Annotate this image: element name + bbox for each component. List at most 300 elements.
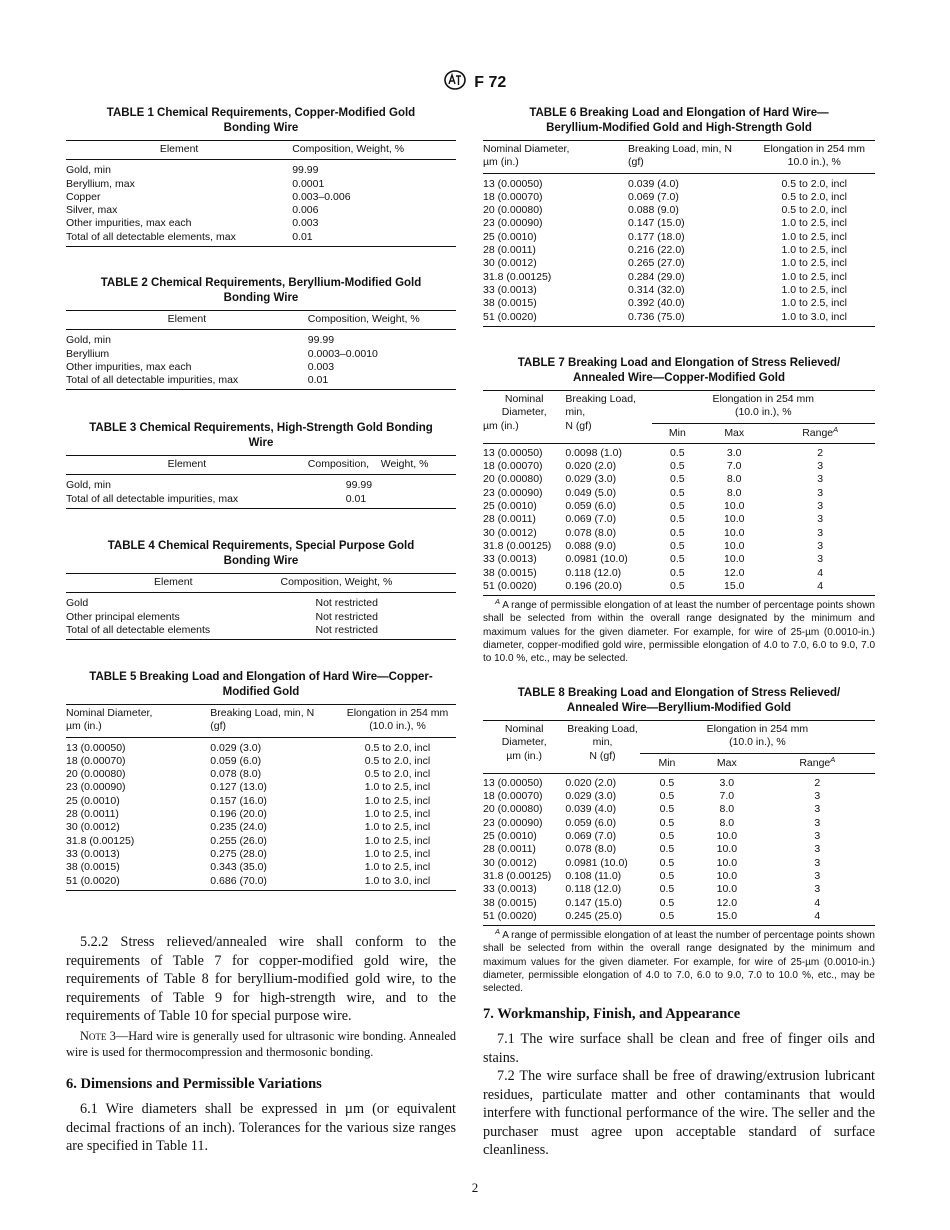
table-row — [66, 848, 456, 861]
table-cell: 18 (0.00070) — [483, 190, 543, 203]
table-8-header-line: N (gf) — [589, 749, 616, 762]
table-cell: 25 (0.0010) — [483, 830, 537, 843]
table-cell: 99.99 — [307, 334, 335, 347]
table-row — [66, 624, 456, 640]
table-cell: 3 — [817, 526, 824, 539]
table-cell: 10.0 — [724, 539, 745, 552]
table-cell: 0.5 — [659, 909, 675, 922]
table-cell: 0.255 (26.0) — [210, 834, 267, 847]
table-cell: 13 (0.00050) — [483, 177, 543, 190]
table-7 — [483, 390, 875, 596]
table-5-header-diameter — [66, 705, 210, 738]
table-cell: 51 (0.0020) — [66, 874, 120, 887]
table-cell: 1.0 to 2.5, incl — [364, 847, 431, 860]
table-cell: 3 — [814, 816, 821, 829]
table-cell: 0.5 — [670, 500, 685, 513]
table-cell: 0.003 — [307, 360, 335, 373]
table-cell: 20 (0.00080) — [483, 473, 543, 486]
table-6-header-line: Breaking Load, min, N — [628, 143, 732, 155]
table-row — [483, 191, 875, 204]
table-row — [483, 284, 875, 297]
table-cell: 1.0 to 3.0, incl — [781, 310, 847, 323]
table-cell: 1.0 to 2.5, incl — [364, 808, 431, 821]
table-cell: 0.0981 (10.0) — [565, 553, 628, 566]
table-cell: 7.0 — [719, 790, 735, 803]
table-cell: 3.0 — [726, 446, 742, 459]
table-cell: 1.0 to 2.5, incl — [364, 781, 431, 794]
table-cell: Gold, min — [66, 164, 111, 177]
table-cell: 0.003–0.006 — [292, 190, 351, 203]
table-cell: 99.99 — [345, 479, 373, 492]
table-cell: 10.0 — [716, 856, 738, 869]
table-cell: 1.0 to 2.5, incl — [781, 217, 847, 230]
table-row — [66, 755, 456, 768]
table-cell: 0.5 — [659, 790, 675, 803]
table-7-header-min: Min — [668, 426, 686, 439]
designation: F 72 — [474, 73, 507, 91]
table-row — [66, 821, 456, 834]
table-cell: 0.5 — [670, 526, 685, 539]
table-6-block — [483, 106, 875, 327]
table-cell: 0.5 — [659, 776, 675, 789]
table-row — [66, 178, 456, 191]
table-5-header-line: Nominal Diameter, — [66, 707, 153, 719]
table-cell: 18 (0.00070) — [66, 754, 126, 767]
table-cell: 28 (0.0011) — [66, 808, 119, 821]
table-cell: 30 (0.0012) — [483, 856, 537, 869]
table-cell: 99.99 — [292, 164, 319, 177]
table-row — [66, 808, 456, 821]
table-cell: Total of all detectable impurities, max — [66, 374, 239, 387]
table-cell: 8.0 — [726, 473, 742, 486]
table-cell: Other impurities, max each — [66, 217, 192, 230]
table-cell: 10.0 — [716, 830, 738, 843]
table-cell: 23 (0.00090) — [483, 816, 543, 829]
table-cell: 0.0981 (10.0) — [565, 856, 628, 869]
table-8 — [483, 720, 875, 926]
table-6-header-load — [628, 141, 753, 174]
table-3 — [66, 455, 456, 509]
table-cell: 0.265 (27.0) — [628, 257, 685, 270]
table-8-footnote-text: A range of permissible elongation of at least the number of percentage points shown shall be selected from within the overall range designated by the minimum and maximum values for the given diameter. For example, for wire of 25-µm (0.0010-in.) diameter, permissible elongation of 4.0 to 7.0, 6.0 to 9.0, 7.0 to 10.0 %, etc., may be selected. — [483, 930, 875, 995]
table-cell: 31.8 (0.00125) — [483, 270, 552, 283]
table-row — [483, 500, 875, 513]
table-7-caption: TABLE 7 Breaking Load and Elongation of Stress Relieved/ Annealed Wire—Copper-Modified Gold — [517, 357, 841, 384]
table-cell: 0.196 (20.0) — [565, 579, 622, 592]
table-cell: 0.5 — [670, 460, 685, 473]
table-8-footnote-mark: A — [495, 927, 501, 937]
table-cell: 3 — [814, 856, 821, 869]
table-cell: 1.0 to 2.5, incl — [781, 230, 847, 243]
table-7-header-line: N (gf) — [565, 419, 592, 432]
table-cell: 0.5 — [670, 513, 685, 526]
table-cell: 0.5 — [670, 579, 685, 592]
table-cell: 3 — [817, 486, 824, 499]
table-cell: 8.0 — [719, 816, 735, 829]
table-cell: 15.0 — [716, 909, 738, 922]
table-7-header-diameter — [483, 391, 565, 444]
table-7-header-elongation — [652, 391, 875, 424]
table-3-header-composition-text: Composition, — [307, 458, 370, 470]
table-4 — [66, 573, 456, 640]
table-3-block — [66, 421, 456, 509]
page-header — [0, 70, 950, 95]
table-cell: Not restricted — [315, 623, 378, 636]
table-cell: 10.0 — [724, 553, 745, 566]
table-cell: 0.088 (9.0) — [565, 539, 617, 552]
table-cell: 31.8 (0.00125) — [483, 539, 552, 552]
table-row — [483, 443, 875, 460]
table-row — [483, 244, 875, 257]
table-cell: 0.5 to 2.0, incl — [781, 177, 847, 190]
table-8-header-line: (10.0 in.), % — [729, 736, 786, 749]
table-cell: Total of all detectable elements — [66, 623, 211, 636]
table-6-caption: TABLE 6 Breaking Load and Elongation of Hard Wire—Beryllium-Modified Gold and High-Strength Gold — [529, 107, 829, 134]
table-cell: 1.0 to 3.0, incl — [364, 874, 431, 887]
table-cell: 0.127 (13.0) — [210, 781, 267, 794]
table-cell: Total of all detectable impurities, max — [66, 492, 239, 505]
table-8-header-range-text: Range — [799, 756, 831, 769]
table-cell: 8.0 — [726, 486, 742, 499]
table-cell: 0.078 (8.0) — [210, 768, 262, 781]
table-cell: 0.5 — [670, 566, 685, 579]
table-cell: 3 — [814, 883, 821, 896]
table-cell: 0.5 — [659, 830, 675, 843]
table-cell: 3 — [814, 790, 821, 803]
table-cell: 3 — [814, 830, 821, 843]
table-cell: 0.196 (20.0) — [210, 808, 267, 821]
table-cell: 0.069 (7.0) — [565, 513, 617, 526]
table-row — [483, 513, 875, 526]
table-cell: 23 (0.00090) — [66, 781, 126, 794]
table-2-header: Element — [167, 313, 207, 325]
table-cell: 0.029 (3.0) — [565, 473, 617, 486]
table-cell: 12.0 — [716, 896, 738, 909]
table-cell: Silver, max — [66, 204, 118, 217]
table-cell: 30 (0.0012) — [66, 821, 120, 834]
table-cell: 0.049 (5.0) — [565, 486, 617, 499]
table-cell: 3 — [817, 539, 824, 552]
table-5-header-line: (10.0 in.), % — [369, 720, 426, 733]
table-cell: 4 — [817, 566, 824, 579]
table-cell: 23 (0.00090) — [483, 486, 543, 499]
table-cell: 0.003 — [292, 217, 319, 230]
table-7-header-line: Elongation in 254 mm — [712, 393, 815, 405]
table-cell: 0.01 — [307, 374, 329, 387]
table-cell: 31.8 (0.00125) — [483, 869, 552, 882]
table-row — [66, 737, 456, 755]
table-cell: 30 (0.0012) — [483, 526, 537, 539]
table-cell: 7.0 — [726, 460, 742, 473]
table-cell: 18 (0.00070) — [483, 790, 543, 803]
table-row — [483, 540, 875, 553]
table-cell: 1.0 to 2.5, incl — [364, 834, 431, 847]
table-cell: 0.5 to 2.0, incl — [364, 741, 431, 754]
table-cell: 28 (0.0011) — [483, 513, 536, 526]
table-cell: 0.157 (16.0) — [210, 794, 267, 807]
table-7-header-max: Max — [724, 426, 745, 439]
table-cell: 10.0 — [724, 526, 745, 539]
table-cell: 0.039 (4.0) — [565, 803, 617, 816]
table-2 — [66, 310, 456, 390]
table-cell: 3 — [817, 513, 824, 526]
table-cell: 0.5 — [670, 553, 685, 566]
table-row — [66, 217, 456, 230]
table-8-header-elongation — [640, 721, 875, 754]
table-cell: 0.5 — [670, 486, 685, 499]
table-cell: 0.235 (24.0) — [210, 821, 267, 834]
table-cell: 25 (0.0010) — [66, 794, 120, 807]
table-row — [483, 311, 875, 327]
table-row — [483, 567, 875, 580]
table-cell: 1.0 to 2.5, incl — [364, 794, 431, 807]
table-1-header: Element — [159, 143, 199, 155]
table-cell: 0.069 (7.0) — [565, 830, 617, 843]
table-2-header: Composition, Weight, % — [307, 313, 420, 325]
astm-logo-icon — [444, 70, 466, 95]
table-7-header-line: Breaking Load, — [565, 393, 636, 405]
table-cell: 0.5 — [659, 843, 675, 856]
table-8-header-min: Min — [658, 756, 676, 769]
table-cell: Copper — [66, 190, 101, 203]
table-cell: 3 — [814, 869, 821, 882]
table-8-header-line: Breaking Load, — [567, 723, 638, 735]
table-row — [66, 493, 456, 509]
section-7-title: 7. Workmanship, Finish, and Appearance — [483, 1006, 741, 1022]
table-row — [483, 773, 875, 790]
table-3-header-weight-text: Weight, % — [380, 458, 429, 470]
table-cell: 3 — [817, 460, 824, 473]
table-cell: 23 (0.00090) — [483, 217, 543, 230]
table-cell: 3 — [814, 843, 821, 856]
table-7-header-line: Diameter, — [501, 406, 547, 419]
table-cell: 0.0001 — [292, 177, 325, 190]
table-cell: 0.5 to 2.0, incl — [364, 768, 431, 781]
table-row — [483, 843, 875, 856]
table-cell: 1.0 to 2.5, incl — [781, 270, 847, 283]
table-8-footnote — [483, 929, 875, 995]
table-5 — [66, 704, 456, 891]
note-3-text: —Hard wire is generally used for ultrasonic wire bonding. Annealed wire is used for thermocompression and thermosonic bonding. — [66, 1029, 456, 1059]
table-row — [66, 768, 456, 781]
table-cell: 0.006 — [292, 204, 319, 217]
table-row — [483, 204, 875, 217]
table-row — [66, 160, 456, 178]
table-cell: 13 (0.00050) — [66, 741, 126, 754]
table-cell: Beryllium, max — [66, 177, 135, 190]
table-cell: 0.216 (22.0) — [628, 244, 685, 257]
table-row — [483, 231, 875, 244]
table-cell: 10.0 — [724, 500, 745, 513]
table-row — [483, 790, 875, 803]
table-cell: 0.5 to 2.0, incl — [781, 190, 847, 203]
table-cell: 1.0 to 2.5, incl — [781, 283, 847, 296]
table-cell: 3 — [817, 500, 824, 513]
table-cell: 25 (0.0010) — [483, 500, 537, 513]
table-cell: 0.059 (6.0) — [565, 816, 617, 829]
paragraph-6-1: 6.1 Wire diameters shall be expressed in µm (or equivalent decimal fractions of an inch). Tolerances for the various size ranges are specified in Table 11. — [66, 1101, 456, 1154]
table-row — [66, 611, 456, 624]
table-cell: 20 (0.00080) — [483, 803, 543, 816]
table-8-header-range — [760, 753, 875, 773]
table-row — [66, 374, 456, 390]
table-1 — [66, 140, 456, 247]
table-cell: 0.177 (18.0) — [628, 230, 685, 243]
table-5-header-line: Breaking Load, min, N — [210, 707, 315, 719]
table-cell: 38 (0.0015) — [483, 566, 537, 579]
table-cell: 0.245 (25.0) — [565, 909, 622, 922]
table-cell: 0.059 (6.0) — [565, 500, 617, 513]
table-cell: 10.0 — [724, 513, 745, 526]
table-cell: 13 (0.00050) — [483, 446, 543, 459]
table-cell: 0.5 — [659, 883, 675, 896]
table-3-header: Element — [167, 458, 207, 470]
table-row — [66, 475, 456, 493]
table-cell: 1.0 to 2.5, incl — [364, 821, 431, 834]
table-cell: 0.5 — [659, 856, 675, 869]
table-cell: 0.0003–0.0010 — [307, 347, 378, 360]
table-row — [483, 857, 875, 870]
table-cell: 3.0 — [719, 776, 735, 789]
table-cell: 0.314 (32.0) — [628, 283, 685, 296]
table-cell: 0.118 (12.0) — [565, 883, 622, 896]
table-row — [66, 861, 456, 874]
table-cell: Other impurities, max each — [66, 360, 192, 373]
table-cell: 51 (0.0020) — [483, 909, 537, 922]
table-cell: 0.078 (8.0) — [565, 526, 617, 539]
table-row — [483, 830, 875, 843]
section-6-title: 6. Dimensions and Permissible Variations — [66, 1076, 322, 1092]
table-8-block — [483, 686, 875, 996]
table-cell: 33 (0.0013) — [483, 283, 537, 296]
table-row — [66, 835, 456, 848]
table-cell: 33 (0.0013) — [483, 883, 537, 896]
table-7-header-line: Nominal — [504, 393, 544, 405]
table-row — [483, 817, 875, 830]
paragraph-5-2-2: 5.2.2 Stress relieved/annealed wire shall conform to the requirements of Table 7 for copper-modified gold wire, the requirements of Table 8 for beryllium-modified gold wire, to the requirements of Table 9 for high-strength wire, and to the requirements of Table 10 for special purpose wire. — [66, 934, 456, 1024]
table-cell: 10.0 — [716, 843, 738, 856]
table-6-header-line: Nominal Diameter, — [483, 143, 570, 155]
table-cell: 18 (0.00070) — [483, 460, 543, 473]
table-row — [483, 487, 875, 500]
table-cell: 38 (0.0015) — [66, 861, 120, 874]
table-cell: 30 (0.0012) — [483, 257, 537, 270]
table-cell: 0.5 — [659, 803, 675, 816]
table-cell: 0.078 (8.0) — [565, 843, 617, 856]
table-cell: 0.284 (29.0) — [628, 270, 685, 283]
table-6-header-line: µm (in.) — [483, 156, 519, 169]
table-cell: 0.01 — [292, 230, 313, 243]
table-cell: 8.0 — [719, 803, 735, 816]
table-row — [66, 348, 456, 361]
table-6-header-line: (gf) — [628, 156, 644, 169]
table-cell: 0.118 (12.0) — [565, 566, 622, 579]
table-6-header-elongation — [753, 141, 875, 174]
table-cell: 3 — [817, 553, 824, 566]
table-cell: 33 (0.0013) — [66, 847, 120, 860]
table-cell: 1.0 to 2.5, incl — [781, 257, 847, 270]
table-cell: 1.0 to 2.5, incl — [364, 861, 431, 874]
table-row — [66, 330, 456, 348]
table-cell: 3 — [814, 803, 821, 816]
table-cell: Not restricted — [315, 597, 378, 610]
table-5-header-line: µm (in.) — [66, 720, 102, 733]
table-cell: 0.108 (11.0) — [565, 869, 622, 882]
table-7-footnote-mark: A — [495, 597, 501, 607]
table-cell: 28 (0.0011) — [483, 843, 536, 856]
table-8-header-line: min, — [592, 736, 613, 749]
table-row — [483, 473, 875, 486]
table-2-block — [66, 276, 456, 390]
table-cell: 13 (0.00050) — [483, 776, 543, 789]
table-8-header-line: Nominal — [504, 723, 544, 735]
table-row — [483, 897, 875, 910]
table-8-header-line: Elongation in 254 mm — [706, 723, 809, 735]
table-6 — [483, 140, 875, 327]
table-cell: 0.275 (28.0) — [210, 847, 267, 860]
table-7-header-range-text: Range — [802, 426, 834, 439]
table-row — [66, 593, 456, 611]
table-cell: 38 (0.0015) — [483, 297, 537, 310]
table-cell: 0.5 — [670, 539, 685, 552]
table-row — [483, 271, 875, 284]
table-5-header-load — [210, 705, 339, 738]
page-number: 2 — [471, 1180, 479, 1195]
table-cell: 31.8 (0.00125) — [66, 834, 135, 847]
table-row — [483, 217, 875, 230]
table-8-header-line: Diameter, — [501, 736, 547, 749]
table-8-header-load — [565, 721, 639, 774]
table-7-footnote — [483, 599, 875, 665]
table-row — [483, 580, 875, 596]
table-row — [66, 231, 456, 247]
table-cell: 0.5 to 2.0, incl — [364, 754, 431, 767]
table-row — [483, 870, 875, 883]
table-cell: 0.059 (6.0) — [210, 754, 262, 767]
table-5-header-elongation — [339, 705, 456, 738]
table-8-header-diameter — [483, 721, 565, 774]
table-cell: 0.5 — [670, 446, 685, 459]
table-cell: Gold, min — [66, 479, 111, 492]
table-row — [483, 910, 875, 926]
table-8-caption: TABLE 8 Breaking Load and Elongation of Stress Relieved/ Annealed Wire—Beryllium-Modified Gold — [517, 687, 841, 714]
table-cell: 0.147 (15.0) — [628, 217, 685, 230]
table-row — [66, 781, 456, 794]
table-cell: 0.147 (15.0) — [565, 896, 622, 909]
note-3-label: Note 3 — [80, 1029, 116, 1043]
table-cell: 0.088 (9.0) — [628, 204, 679, 217]
table-row — [483, 173, 875, 191]
table-row — [66, 875, 456, 891]
table-row — [66, 361, 456, 374]
table-cell: 3 — [817, 473, 824, 486]
table-5-header-line: (gf) — [210, 720, 227, 733]
table-cell: 0.392 (40.0) — [628, 297, 685, 310]
table-2-caption: TABLE 2 Chemical Requirements, Beryllium-Modified Gold Bonding Wire — [100, 277, 422, 304]
table-cell: 1.0 to 2.5, incl — [781, 244, 847, 257]
table-7-header-load — [565, 391, 651, 444]
table-cell: 0.039 (4.0) — [628, 177, 679, 190]
table-row — [66, 191, 456, 204]
table-cell: 20 (0.00080) — [66, 768, 126, 781]
table-row — [66, 795, 456, 808]
table-cell: Total of all detectable elements, max — [66, 230, 236, 243]
table-cell: Beryllium — [66, 347, 110, 360]
table-cell: 1.0 to 2.5, incl — [781, 297, 847, 310]
table-cell: 4 — [814, 909, 821, 922]
table-cell: 0.736 (75.0) — [628, 310, 685, 323]
table-cell: 0.5 — [659, 896, 675, 909]
